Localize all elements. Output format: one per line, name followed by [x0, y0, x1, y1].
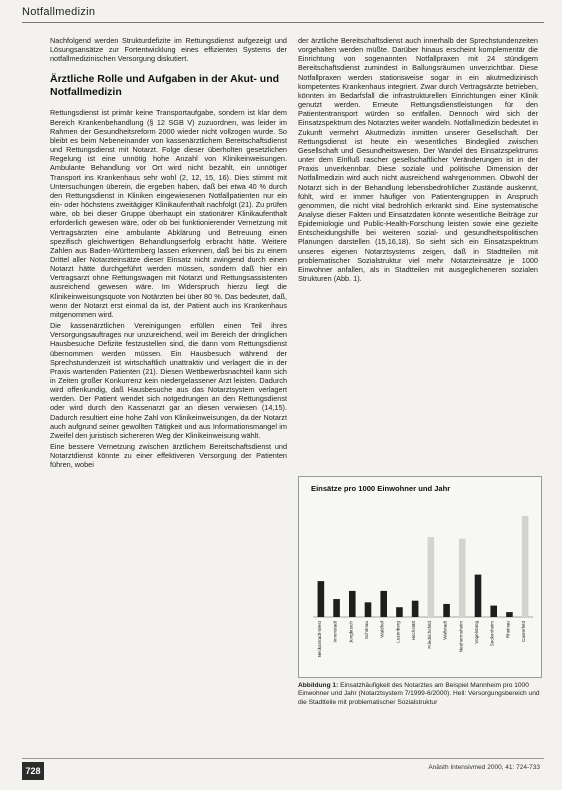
body-paragraph: der ärztliche Bereitschaftsdienst auch innerhalb der Sprechstundenzeiten vorgehalten werden müßte. Darüber hinaus erscheint komplementär die Einrichtung von sogenannten Notfallpraxen mit 24 stündigem Bereitschaftsdienst zumindest in Ballungsräumen unverzichtbar. Diese Notfallpraxen werden stationsweise sogar in ein akutmedizinisch kompetentes Krankenhaus integriert. Zwar durch Vertragsärzte betrieben, könnten im Bedarfsfall die infrastrukturellen Einrichtungen einer Klinik genutzt werden. Erneute Rettungsdienstleistungen für den Patiententransport würden so entfallen. Dennoch wird sich der Einsatzspektrum des Notarztes weiter wandeln. Notfallmedizin bedeutet in Zukunft vermehrt Akutmedizin inmitten unserer Gesellschaft. Der Rettungsdienst ist heute ein wesentliches Bindeglied zwischen Gesellschaft und Gesundheitswesen. Der Wandel des Einsatzspektrums unter dem Einfluß rascher gesellschaftlicher Veränderungen ist in der Praxis unverkennbar. Diese soziale und politische Dimension der Notfallmedizin wird auch nicht ausreichend wahrgenommen. Obwohl der Notarzt sich in der Behandlung lebensbedrohlicher Zustände auskennt, fühlt, wird er immer häufiger von Patientengruppen in Anspruch genommen, die nicht vital bedrohlich erkrankt sind. Eine systematische Analyse dieser Fakten und Einsatzdaten könnte wesentliche Beiträge zur Epidemiologie und Public-Health-Forschung leisten sowie eine gezielte Entscheidungshilfe bei weiteren sozial- und gesundheitspolitischen Planungen darstellen (15,16,18). So sieht sich ein Einsatzspektrum unseres eigenen Notarztsystems zeigen, daß in Stadtteilen mit problematischer Sozialstruktur viel mehr Notarzteinsätze je 1000 Einwohner anfallen, als in Stadtteilen mit ausgeglicheneren sozialen Strukturen (Abb. 1). — [298, 36, 538, 284]
chart-bar — [506, 612, 513, 617]
body-paragraph: Eine bessere Vernetzung zwischen ärztlichem Bereitschaftsdienst und Notarztdienst könnte zu einer effektiveren Versorgung der Patienten führen, wobei — [50, 442, 287, 470]
x-tick-label: Schönau — [364, 621, 369, 640]
chart-bar — [333, 599, 340, 617]
body-paragraph: Rettungsdienst ist primär keine Transportaufgabe, sondern ist klar dem Bereich Krankenbehandlung (§ 12 SGB V) zuzuordnen, was leider im Rahmen der Gesundheitsreform 2000 wieder nicht vollzogen wurde. So bleibt es beim Nebeneinander von kassenärztlichem Bereitschaftsdienst und Rettungsdienst mit Notarzt. Folge dieser überholten gesetzlichen Regelung ist eine unnötig hohe Anzahl von Klinikeinweisungen. Ambulante Behandlung vor Ort wird nicht bezahlt, ein unnötiger Transport ins Krankenhaus sehr wohl (2, 12, 15, 16). Dies stimmt mit Untersuchungen überein, die ergeben haben, daß bei etwa 40 % durch den Rettungsdienst in Kliniken eingewiesenen Notfallpatienten nur ein ein- oder höchstens zweitägiger Klinikaufenthalt nachfolgt (21). Zu prüfen wäre, ob bei dieser Gruppe überhaupt ein stationärer Klinikaufenthalt erforderlich gewesen wäre, oder ob bei funktionierender Vernetzung mit Vertragsärzten eine ambulante Abklärung und Betreuung einen spezifisch gleichwertigen Behandlungserfolg erbracht hätte. Weitere Zahlen aus Baden-Württemberg lassen erkennen, daß bei bis zu einem Drittel aller Notarzteinsätze dieser Einsatz nicht zwingend durch einen Notarzt hätte durchgeführt werden müssen, sondern daß hier ein Vertragsarzt ohne Rettungswagen mit Notarzt und Rettungsassistenten ausreichend gewesen wäre. Im Widerspruch hierzu liegt die Klinikeinweisungsquote von Notärzten bei über 80 %. Das bedeutet, daß, wenn der Notarzt erst einmal da ist, der Patient auch ins Krankenhaus mitgenommen wird. — [50, 108, 287, 319]
bar-chart — [299, 477, 541, 677]
section-heading: Ärztliche Rolle und Aufgaben in der Akut- und Notfallmedizin — [50, 73, 280, 98]
header-divider — [22, 22, 544, 23]
chart-bar — [318, 581, 325, 617]
footer-citation: Anästh Intensivmed 2000, 41: 724-733 — [428, 764, 540, 771]
chart-bar — [459, 539, 466, 617]
chart-bar — [365, 602, 372, 617]
x-tick-label: Waldhof — [379, 621, 385, 638]
intro-paragraph: Nachfolgend werden Strukturdefizite im Rettungsdienst aufgezeigt und Lösungsansätze zur Fortentwicklung eines effizienten Systems der notfallmedizinischen Versorgung diskutiert. — [50, 36, 287, 64]
x-tick-label: Friedrichsfeld — [426, 621, 432, 649]
x-tick-label: Vogelstang — [474, 621, 479, 644]
x-tick-label: Neckarstadt-West — [316, 621, 322, 658]
section-header-title: Notfallmedizin — [22, 6, 96, 18]
chart-bar — [412, 601, 419, 617]
x-tick-label: Jungbusch — [348, 621, 354, 644]
figure-caption — [298, 682, 540, 707]
x-tick-label: Rheinau — [505, 621, 511, 639]
chart-bar — [475, 575, 482, 617]
figure-chart — [298, 476, 542, 678]
x-tick-label: Neuhermsheim — [458, 621, 464, 653]
x-tick-label: Wallstadt — [442, 621, 448, 640]
chart-bar — [349, 591, 356, 617]
right-text-column — [298, 36, 538, 285]
x-tick-label: Luzenberg — [395, 621, 401, 643]
page-number: 728 — [22, 762, 44, 780]
caption-label: Abbildung 1: — [298, 682, 339, 689]
x-tick-label: Innenstadt — [332, 621, 338, 643]
caption-text: Einsatzhäufigkeit des Notarztes am Beispiel Mannheim pro 1000 Einwohner und Jahr (Notarztsystem 7/1999-6/2000). Hell: Versorgungsbereich und die Stadtteile mit problematischer Sozialstruktur — [298, 682, 540, 706]
left-text-column — [50, 36, 287, 472]
chart-bar — [380, 591, 387, 617]
chart-bar — [428, 537, 435, 617]
chart-bar — [490, 606, 497, 617]
x-tick-label: Seckenheim — [489, 621, 495, 647]
body-paragraph: Die kassenärztlichen Vereinigungen erfüllen einen Teil ihres Versorgungsauftrages nur unzureichend, weil im Bereich der dringlichen Hausbesuche Defizite festzustellen sind, die dann vom Rettungsdienst übernommen werden müssen. Ein Hausbesuch während der Sprechstundenzeit ist wirtschaftlich unattraktiv und verlagert die in der Praxis wartenden Patienten (21). Diesen Wettbewerbsnachteil kann sich in Zeiten großer Konkurrenz kein niedergelassener Arzt leisten. Dadurch wird offenkundig, daß Hausbesuche aus das Notarztsystem verlagert werden. Der Patient wendet sich notgedrungen an den Rettungsdienst oder wird durch den Kassenarzt gar an diesen verwiesen (14,15). Dadurch resultiert eine hohe Zahl von Klinikeinweisungen, da der Notarzt auch aufgrund seiner gewollten Tätigkeit und aus Informationsmangel im Zweifel den juristisch sichereren Weg der Klinikeinweisung wählt. — [50, 321, 287, 440]
chart-title: Einsätze pro 1000 Einwohner und Jahr — [311, 484, 451, 493]
chart-bar — [443, 604, 450, 617]
x-tick-label: Hochstätt — [411, 621, 417, 641]
chart-bar — [522, 516, 529, 617]
x-tick-label: Casterfeld — [521, 621, 527, 642]
footer-divider — [22, 758, 544, 759]
chart-bar — [396, 607, 403, 617]
